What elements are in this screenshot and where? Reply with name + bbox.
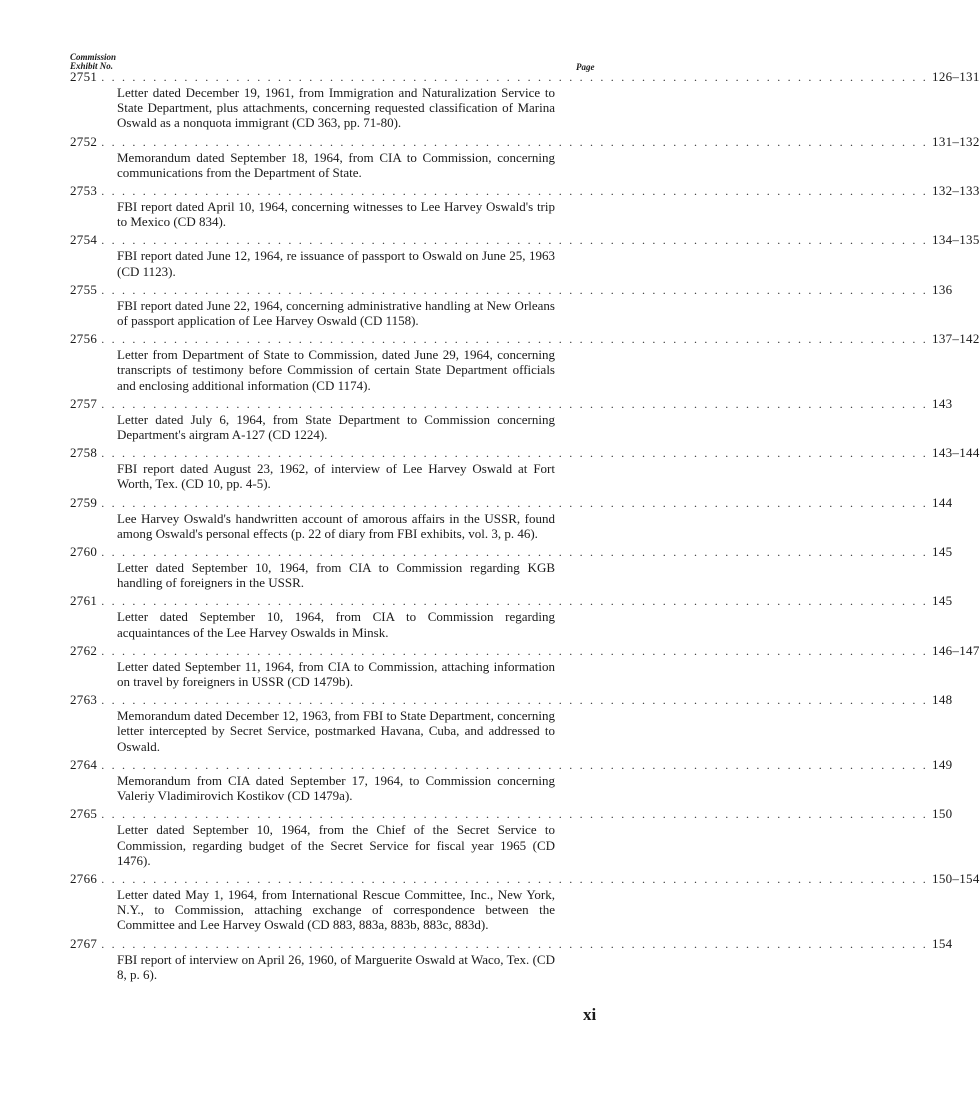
exhibit-entry [70,544,953,591]
exhibit-number-line [70,692,953,708]
exhibit-page-range: 143 [932,395,953,411]
exhibit-number-line [70,870,980,887]
exhibit-entry [70,642,980,690]
exhibit-number-line [70,494,953,511]
exhibit-entry [70,133,980,180]
exhibit-number: 2757 [70,395,98,411]
exhibit-description: FBI report dated June 22, 1964, concerning administrative handling at New Orleans of passport application of Lee Harvey Oswald (CD 1158). [117,297,555,329]
exhibit-entry [70,593,953,640]
dot-leader: . . . . . . . . . . . . . . . . . . . . . . . . . . . . . . . . . . . . . . . . . . . . . . . . . . . . . . . . . . . . . . . . . . . . . . . . . . . . . . . . [101,184,929,199]
exhibit-description: Memorandum from CIA dated September 17, 1964, to Commission concerning Valeriy Vladimirovich Kostikov (CD 1479a). [117,772,555,804]
exhibit-page-range: 137–142 [932,331,980,347]
exhibit-page-range: 146–147 [932,642,980,658]
column-header-page: Page [576,62,595,72]
exhibit-description: FBI report dated April 10, 1964, concerning witnesses to Lee Harvey Oswald's trip to Mexico (CD 834). [117,199,555,230]
exhibit-page-range: 143–144 [932,445,980,461]
exhibit-number: 2755 [70,281,98,297]
exhibit-entry [70,935,953,982]
exhibit-number: 2763 [70,692,98,708]
dot-leader: . . . . . . . . . . . . . . . . . . . . . . . . . . . . . . . . . . . . . . . . . . . . . . . . . . . . . . . . . . . . . . . . . . . . . . . . . . . . . . . . [101,936,929,951]
exhibit-entry [70,183,980,230]
exhibit-number-line [70,183,980,199]
dot-leader: . . . . . . . . . . . . . . . . . . . . . . . . . . . . . . . . . . . . . . . . . . . . . . . . . . . . . . . . . . . . . . . . . . . . . . . . . . . . . . . . [101,594,929,609]
exhibit-page-range: 136 [932,281,953,297]
exhibit-description: Memorandum dated December 12, 1963, from FBI to State Department, concerning letter intercepted by Secret Service, postmarked Havana, Cuba, and addressed to Oswald. [117,708,555,754]
dot-leader: . . . . . . . . . . . . . . . . . . . . . . . . . . . . . . . . . . . . . . . . . . . . . . . . . . . . . . . . . . . . . . . . . . . . . . . . . . . . . . . . [101,693,929,708]
column-header-exhibit-line1: Commission [70,52,117,62]
exhibit-entry [70,281,953,329]
exhibit-entry [70,69,980,131]
exhibit-entry [70,331,980,393]
exhibit-number: 2765 [70,806,98,822]
exhibit-number-line [70,445,980,461]
exhibit-description: Letter dated December 19, 1961, from Immigration and Naturalization Service to State Department, plus attachments, concerning requested classification of Marina Oswald as a nonquota immigrant (CD 363, pp. 71-80). [117,85,555,131]
exhibit-entry [70,494,953,541]
exhibit-number: 2756 [70,331,98,347]
exhibit-page-range: 150–154 [932,870,980,886]
exhibit-number: 2754 [70,232,98,248]
exhibit-page-range: 134–135 [932,232,980,248]
exhibit-number-line [70,756,953,773]
exhibit-page-range: 126–131 [932,69,980,84]
exhibit-number-line [70,331,980,347]
exhibit-description: FBI report dated August 23, 1962, of interview of Lee Harvey Oswald at Fort Worth, Tex. (CD 10, pp. 4-5). [117,461,555,492]
dot-leader: . . . . . . . . . . . . . . . . . . . . . . . . . . . . . . . . . . . . . . . . . . . . . . . . . . . . . . . . . . . . . . . . . . . . . . . . . . . . . . . . [101,643,929,658]
exhibit-description: Letter dated September 10, 1964, from CIA to Commission regarding acquaintances of the Lee Harvey Oswalds in Minsk. [117,609,555,640]
exhibit-page-range: 145 [932,544,953,560]
exhibit-entry [70,445,980,492]
exhibit-page-range: 132–133 [932,183,980,199]
exhibit-number: 2764 [70,756,98,772]
exhibit-description: Memorandum dated September 18, 1964, from CIA to Commission, concerning communications from the Department of State. [117,149,555,180]
exhibit-description: FBI report of interview on April 26, 1960, of Marguerite Oswald at Waco, Tex. (CD 8, p. 6). [117,951,555,982]
dot-leader: . . . . . . . . . . . . . . . . . . . . . . . . . . . . . . . . . . . . . . . . . . . . . . . . . . . . . . . . . . . . . . . . . . . . . . . . . . . . . . . . [101,495,929,510]
exhibit-description: Lee Harvey Oswald's handwritten account of amorous affairs in the USSR, found among Oswald's personal effects (p. 22 of diary from FBI exhibits, vol. 3, p. 46). [117,510,555,541]
exhibit-description: Letter dated September 11, 1964, from CIA to Commission, attaching information on travel by foreigners in USSR (CD 1479b). [117,658,555,690]
exhibit-description: Letter dated September 10, 1964, from the Chief of the Secret Service to Commission, regarding budget of the Secret Service for fiscal year 1965 (CD 1476). [117,822,555,868]
exhibit-number: 2767 [70,935,98,951]
dot-leader: . . . . . . . . . . . . . . . . . . . . . . . . . . . . . . . . . . . . . . . . . . . . . . . . . . . . . . . . . . . . . . . . . . . . . . . . . . . . . . . . [101,446,929,461]
dot-leader: . . . . . . . . . . . . . . . . . . . . . . . . . . . . . . . . . . . . . . . . . . . . . . . . . . . . . . . . . . . . . . . . . . . . . . . . . . . . . . . . [101,70,929,84]
exhibit-description: Letter dated May 1, 1964, from International Rescue Committee, Inc., New York, N.Y., to Commission, attaching exchange of correspondence between the Committee and Lee Harvey Oswald (CD 883, 883a, 883b, 883c, 883d). [117,886,555,933]
exhibit-number: 2762 [70,642,98,658]
exhibit-description: Letter from Department of State to Commission, dated June 29, 1964, concerning transcripts of testimony before Commission of certain State Department officials and enclosing additional information (CD 1174). [117,347,555,393]
exhibit-number-line [70,806,953,822]
exhibit-page-range: 149 [932,756,953,772]
exhibit-number: 2759 [70,494,98,510]
dot-leader: . . . . . . . . . . . . . . . . . . . . . . . . . . . . . . . . . . . . . . . . . . . . . . . . . . . . . . . . . . . . . . . . . . . . . . . . . . . . . . . . [101,282,929,297]
exhibit-number: 2766 [70,870,98,886]
exhibit-number: 2753 [70,183,98,199]
exhibit-number: 2758 [70,445,98,461]
exhibit-number-line [70,133,980,150]
exhibit-number-line [70,69,980,85]
exhibit-number-line [70,642,980,659]
exhibit-page-range: 131–132 [932,133,980,149]
exhibit-number-line [70,935,953,952]
dot-leader: . . . . . . . . . . . . . . . . . . . . . . . . . . . . . . . . . . . . . . . . . . . . . . . . . . . . . . . . . . . . . . . . . . . . . . . . . . . . . . . . [101,233,929,248]
exhibit-page-range: 150 [932,806,953,822]
dot-leader: . . . . . . . . . . . . . . . . . . . . . . . . . . . . . . . . . . . . . . . . . . . . . . . . . . . . . . . . . . . . . . . . . . . . . . . . . . . . . . . . [101,871,929,886]
exhibit-number-line [70,232,980,248]
exhibit-description: Letter dated July 6, 1964, from State Department to Commission concerning Department's airgram A-127 (CD 1224). [117,411,555,443]
exhibit-number-line [70,281,953,298]
exhibit-entry [70,870,980,933]
exhibit-entry [70,756,953,804]
exhibit-entry [70,692,953,754]
dot-leader: . . . . . . . . . . . . . . . . . . . . . . . . . . . . . . . . . . . . . . . . . . . . . . . . . . . . . . . . . . . . . . . . . . . . . . . . . . . . . . . . [101,757,929,772]
dot-leader: . . . . . . . . . . . . . . . . . . . . . . . . . . . . . . . . . . . . . . . . . . . . . . . . . . . . . . . . . . . . . . . . . . . . . . . . . . . . . . . . [101,134,929,149]
exhibit-page-range: 145 [932,593,953,609]
dot-leader: . . . . . . . . . . . . . . . . . . . . . . . . . . . . . . . . . . . . . . . . . . . . . . . . . . . . . . . . . . . . . . . . . . . . . . . . . . . . . . . . [101,396,929,411]
exhibit-number: 2761 [70,593,98,609]
exhibit-number-line [70,544,953,560]
exhibit-page-range: 148 [932,692,953,708]
exhibit-number-line [70,395,953,412]
exhibit-description: FBI report dated June 12, 1964, re issuance of passport to Oswald on June 25, 1963 (CD 1123). [117,248,555,279]
exhibit-list [70,69,980,986]
exhibit-number: 2752 [70,133,98,149]
column-header-exhibit-line2: Exhibit No. [70,61,114,71]
dot-leader: . . . . . . . . . . . . . . . . . . . . . . . . . . . . . . . . . . . . . . . . . . . . . . . . . . . . . . . . . . . . . . . . . . . . . . . . . . . . . . . . [101,332,929,347]
exhibit-description: Letter dated September 10, 1964, from CIA to Commission regarding KGB handling of foreigners in the USSR. [117,560,555,591]
exhibit-number: 2751 [70,69,98,84]
dot-leader: . . . . . . . . . . . . . . . . . . . . . . . . . . . . . . . . . . . . . . . . . . . . . . . . . . . . . . . . . . . . . . . . . . . . . . . . . . . . . . . . [101,807,929,822]
exhibit-page-range: 154 [932,935,953,951]
dot-leader: . . . . . . . . . . . . . . . . . . . . . . . . . . . . . . . . . . . . . . . . . . . . . . . . . . . . . . . . . . . . . . . . . . . . . . . . . . . . . . . . [101,545,929,560]
page-number: xi [583,1005,597,1024]
exhibit-entry [70,395,953,443]
exhibit-number-line [70,593,953,609]
exhibit-entry [70,232,980,279]
exhibit-entry [70,806,953,868]
exhibit-number: 2760 [70,544,98,560]
exhibit-page-range: 144 [932,494,953,510]
